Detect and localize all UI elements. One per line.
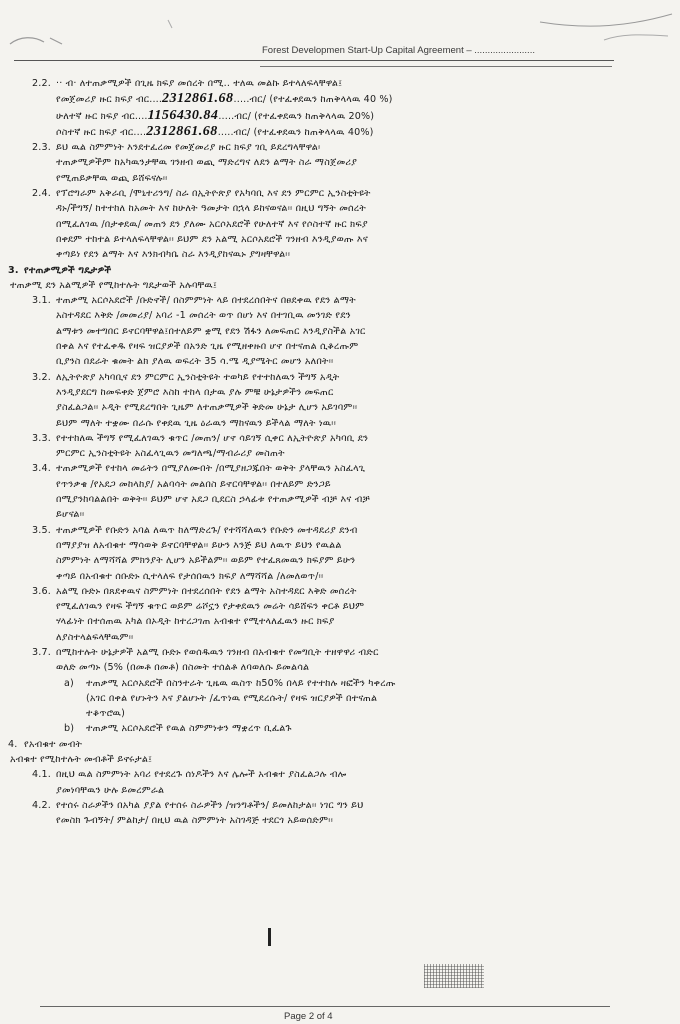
section-number: 2.4. (32, 188, 51, 200)
section-line: በቀል እና የተፈቀዱ የዛፍ ዝርያዎች በአንድ ጊዜ የሚዘቀዙበ ሆኖ በተናጠል ሲቆረጡም (56, 341, 359, 353)
section-s2-3 (0, 140, 640, 186)
section-line: ያመነባቸዉን ሁሉ ይመረምራል (56, 784, 165, 796)
section-line: አብቁተ የሚከተሉት መብቶች ይኖሩታል፤ (10, 754, 153, 766)
document-body (0, 76, 640, 829)
section-line: ሶስተኛ ዙር ክፍያ ብር....2312861.68.....ብር/ (የተፈቀደዉን ከጠቅላላዉ 40%) (56, 123, 374, 139)
section-s4-1 (0, 767, 640, 798)
section-line: ተጠቃሚ ደን አልሚዎች የሚከተሉት ግዴታወች አሉባቸዉ፤ (10, 279, 217, 291)
section-line: የተጠቃሚዎች ግዴታዎች (24, 264, 112, 276)
section-line: ወለድ መጣኑ (5% (በመቶ በመቶ) በስመት ተሰልቶ ለባወለሱ ይመልሳል (56, 662, 310, 674)
section-line: ሃላፊነት በተሰጠዉ አካል በኦዲት ከተረጋገጠ አብቁተ የሚተላለፈዉን ዙር ክፍያ (56, 616, 335, 628)
section-line: ተጠቃሚዎች የቡድን አባል ለዉጥ ከለማድረጉ/ የተሻሻለዉን የቡድን መተዳደሪያ ደንብ (56, 524, 358, 536)
section-number: 3.1. (32, 295, 51, 307)
section-line: የሚፈለገዉን የዛፍ ችግኝ ቁጥር ወይም ሬሾኗን የታቀደዉን መሬት ሳይሸፍን ቀርቶ ይህም (56, 601, 365, 613)
section-line: በሚያንከባልልበት ወቅት፡፡ ይህም ሆኖ አደጋ ቢደርስ ኃላፊቱ የተጠቃሚዎች ብቻ እና ብቻ (56, 494, 370, 506)
section-s4-lead (0, 752, 640, 767)
section-number: b) (64, 723, 75, 735)
section-line: የመስክ ጉብኝት/ ምልከታ/ በዚህ ዉል ስምምነት አስገዳጅ ተደርጎ አይወሰድም፡፡ (56, 815, 334, 827)
section-s3-1 (0, 293, 640, 369)
section-line: አስተዳደር እቅድ /መመሪያ/ አባሪ -1 መሰረት ወጥ በሆነ እና በተገቢዉ መንገድ የደን (56, 310, 351, 322)
section-line: የሚጠይቃቸዉ ወጪ ይሸፍናሉ፡፡ (56, 172, 168, 184)
section-line: በቀደም ተከተል ይተላለፍላቸዋል፡፡ ይህም ደን አልሚ አርሶአደሮች ገንዘብ እንዲያወጡ እና (56, 233, 368, 245)
section-line: የአብቁተ መብት (24, 738, 83, 750)
section-s3-2 (0, 370, 640, 431)
handwritten-amount: 2312861.68 (162, 91, 234, 107)
section-number: a) (64, 677, 74, 689)
section-line: በማያያዝ ለአብቁተ ማሳወቅ ይኖርባቸዋል፡፡ ይሁን እንጅ ይህ ለዉጥ ይህን የዉልል (56, 539, 342, 551)
section-line: ተጠቃሚዎችም ከአካዉንታቸዉ ገንዘብ ወጪ ማድረግና ለደን ልማት ስራ ማስጀመሪያ (56, 157, 358, 169)
section-line: በዚህ ዉል ስምምነት አባሪ የተደረጉ ሰነዶችን እና ሌሎች አብቁተ ያስፈልጋሉ ብሎ (56, 769, 347, 781)
section-line: ተጠቃሚ አርሶአደሮች በስንተራት ጊዜዉ ዉስጥ ከ50% በላይ የተተከሉ ዛፎችን ካቀረጡ (86, 677, 396, 689)
section-s3-7b (0, 721, 640, 736)
section-line: ተቆጥሮዉ) (86, 708, 126, 720)
section-number: 3.6. (32, 585, 51, 597)
section-line: የተተከለዉ ችግኝ የሚፈለገዉን ቁጥር /መጠን/ ሆኖ ሳይገኝ ሲቀር ለኢትዮጵያ አካባቢ ደን (56, 432, 369, 444)
section-number: 3.7. (32, 646, 51, 658)
section-s3-7 (0, 645, 640, 676)
footer-rule (40, 1006, 610, 1007)
section-number: 3.3. (32, 432, 51, 444)
section-s3 (0, 263, 640, 278)
section-line: ስምምነት ለማሻሻል ምክንያት ሊሆን አይችልም፡፡ ወይም የተፈጸመዉን ክፍያም ይሁን (56, 555, 356, 567)
section-line: በሚከተሉት ሁኔታዎች አልሚ ቡድኑ የወሰዱዉን ገንዘብ በአብቁተ የመግቢት ተዘዋዋሪ ብድር (56, 646, 379, 658)
section-s2-2 (0, 76, 640, 140)
section-number: 3.5. (32, 524, 51, 536)
section-line: ·· ብ· ለተጠቃሚዎች በጊዜ ክፍያ መሰረት በሚ.. ተለዉ መልኩ ይተላለፍላቸዋል፤ (56, 78, 343, 89)
section-s4-2 (0, 798, 640, 829)
section-line: የጥንቃቄ /የአደጋ መከላከያ/ አልባሳት መልበስ ይኖርባቸዋል፡፡ በተለይም ድንጋይ (56, 478, 331, 490)
section-line: ይህም ማለት ተቋሙ በራሱ የቀደዉ ጊዜ ዕራዉን ማከናዉን ይችላል ማለት ነዉ፡፡ (56, 417, 337, 429)
section-line: እንዲያደርግ ከመፍቀድ ጀምሮ እስከ ተከላ በታዉ ያሉ ምቹ ሁኔታዎችን መፍጠር (56, 386, 334, 398)
pen-scribble (0, 0, 680, 80)
section-number: 4. (8, 738, 18, 750)
section-line: ልማቱን መተግበር ይኖርባቸዋል፤በተለይም ቋሚ የደን ሽፋን ለመፍጠር እንዲያስችል አገር (56, 325, 366, 337)
section-line: ቢያንስ በደራት ቁመት ልክ ያለዉ ወፍረት 35 ሳ.ሜ ዲያሜትር መሆን አለበት፡፡ (56, 356, 334, 368)
section-line: በሚፈለገዉ /በታቀደዉ/ መጠን ደን ያለሙ አርሶአደሮች የሁለተኛ እና የሶስተኛ ዙር ክፍያ (56, 218, 368, 230)
section-line: ሁለተኛ ዙር ክፍያ ብር....1156430.84.....ብር/ (የተፈቀደዉን ከጠቅላላዉ 20%) (56, 107, 375, 123)
section-line: የመጀመሪያ ዙር ክፍያ ብር....2312861.68.....ብር/ (የተፈቀደዉን ከጠቅላላዉ 40 %) (56, 91, 393, 107)
section-line: ይህ ዉል ስምምነት እንደተፈረመ የመጀመሪያ ዙር ክፍያ ገቢ ይደረግላቸዋል፡ (56, 142, 321, 154)
section-line: ተጠቃሚ አርሶአደሮች /ቡድኖች/ በስምምነት ላይ በተደረሰበትና በፀደቀዉ የደን ልማት (56, 295, 356, 307)
section-number: 4.1. (32, 769, 51, 781)
section-s4 (0, 737, 640, 752)
stamp-block (424, 964, 484, 988)
section-line: ተጠቃሚ አርሶአደሮች የዉል ስምምነቱን ማቋረጥ ቢፈልጉ (86, 723, 292, 735)
section-line: ይሆናል፡፡ (56, 509, 85, 521)
section-line: ለያስተላልፍላቸዉም፡፡ (56, 631, 134, 643)
document-header: Forest Developmen Start-Up Capital Agreement – ....................... (262, 45, 535, 56)
section-s3-lead (0, 278, 640, 293)
section-s3-7a (0, 676, 640, 722)
section-line: የተሰሩ ስራዎችን በአካል ያያል የተሰሩ ስራዎችን /ዝንግቶችን/ ይመለከታል፡፡ ነገር ግን ይህ (56, 799, 364, 811)
section-line: (አገር በቀል የሆኑትን እና ያልሆኑት /ፈጥነዉ የሚደረሱት/ የዛፍ ዝርያዎች በተናጠል (86, 692, 378, 704)
section-line: ቀጣይነ የደን ልማት እና እንክብካቤ ስራ እንዲያከናዉኑ ያግዛቸዋል፡፡ (56, 249, 291, 261)
section-line: ያስፈልጋል፡፡ ኦዲት የሚደረግበት ጊዜም ለተጠቃሚዎች ቅድመ ሁኔታ ሊሆን አይገባም፡፡ (56, 402, 358, 414)
section-number: 4.2. (32, 799, 51, 811)
header-rule-secondary (260, 66, 612, 67)
section-line: ምርምር ኢንስቲትዩት አስፈላጊዉን መግለጫ/ማብራሪያ መስጠት (56, 448, 285, 460)
section-line: አልሚ ቡድኑ በጸደቀዉና ስምምነት በተደረሰበት የደን ልማት አስተዳደር እቅድ መሰረት (56, 585, 357, 597)
section-s3-4 (0, 461, 640, 522)
section-number: 3.2. (32, 371, 51, 383)
section-number: 3. (8, 264, 19, 276)
section-s2-4 (0, 186, 640, 262)
section-s3-3 (0, 431, 640, 462)
ink-mark (268, 928, 271, 946)
handwritten-amount: 2312861.68 (146, 123, 218, 139)
section-line: የፕሮግራም አቅራቢ /ሞኒተሪንግ/ ስራ በኢትዮጵያ የአካባቢ እና ደን ምርምር ኢንስቲትዩት (56, 188, 371, 200)
section-line: ቀጣይ በአብቁተ ሰቡድኑ ሲተላለፍ የታሰበዉን ክፍያ ለማሻሻል /ለመለወጥ/፡፡ (56, 570, 324, 582)
handwritten-amount: 1156430.84 (147, 107, 219, 123)
section-s3-6 (0, 584, 640, 645)
section-line: ለኢትዮጵያ አካባቢና ደን ምርምር ኢንስቲትዩት ተወካይ የተተከለዉን ችግኝ አዲት (56, 371, 340, 383)
section-line: ተጠቃሚዎች የተከላ መሬትን በሚያለሙበት /በሚያዘጋጁበት ወቅት ያላቸዉን አስፈላጊ (56, 463, 366, 475)
section-number: 2.2. (32, 78, 51, 89)
section-s3-5 (0, 523, 640, 584)
page-number: Page 2 of 4 (284, 1011, 333, 1022)
section-number: 2.3. (32, 142, 51, 154)
section-line: ዳኑ/ችግኝ/ ከተተከለ ከአመት እና ከሁለት ዓመታት በኋላ ይከናወናል፡፡ በዚህ ግኝት መሰረት (56, 203, 366, 215)
section-number: 3.4. (32, 463, 51, 475)
header-rule (14, 60, 614, 61)
